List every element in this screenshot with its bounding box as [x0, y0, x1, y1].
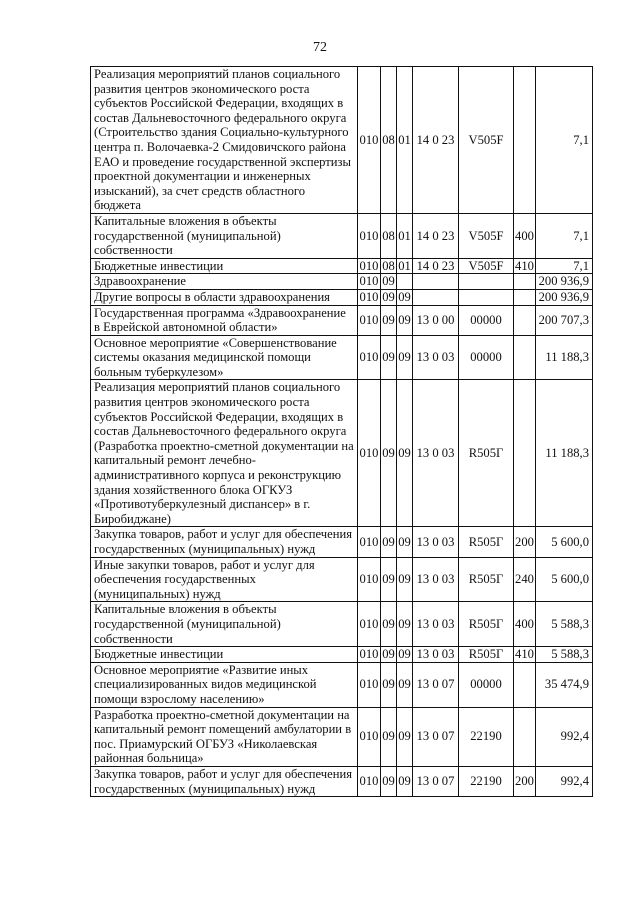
subsection-code: [397, 274, 413, 290]
ministry-code: 010: [358, 213, 381, 258]
subsection-code: 01: [398, 258, 411, 273]
amount: 5 600,0: [536, 527, 593, 557]
budget-table: [90, 66, 593, 797]
subsection-code: 09: [397, 557, 413, 602]
expense-type-code: 410: [515, 647, 534, 662]
section-code: 08: [381, 213, 397, 258]
table-row: [91, 380, 593, 527]
amount: 11 188,3: [536, 380, 593, 527]
row-name: Государственная программа «Здравоохранение в Еврейской автономной области»: [91, 305, 358, 335]
direction-code: 00000: [459, 662, 514, 707]
direction-code: R505Г: [459, 527, 514, 557]
table-row: [91, 557, 593, 602]
row-name: Основное мероприятие «Развитие иных специализированных видов медицинской помощи взрослому населению»: [91, 662, 358, 707]
direction-code: 22190: [459, 707, 514, 766]
section-code: 09: [381, 557, 397, 602]
section-code: 09: [382, 289, 395, 304]
program-code: 13 0 03: [413, 602, 459, 647]
section-code: 09: [381, 305, 397, 335]
section-code: 08: [382, 258, 395, 273]
row-name: Капитальные вложения в объекты государственной (муниципальной) собственности: [91, 213, 358, 258]
amount: 200 936,9: [536, 289, 593, 305]
ministry-code: 010: [358, 557, 381, 602]
direction-code: [459, 274, 514, 290]
program-code: 14 0 23: [413, 258, 459, 274]
ministry-code: 010: [358, 305, 381, 335]
section-code: 09: [381, 766, 397, 796]
subsection-code: 09: [397, 335, 413, 380]
subsection-code: 09: [397, 305, 413, 335]
program-code: 13 0 07: [413, 766, 459, 796]
program-code: 13 0 00: [413, 305, 459, 335]
amount: 7,1: [536, 213, 593, 258]
program-code: 13 0 03: [413, 527, 459, 557]
program-code: 13 0 03: [413, 557, 459, 602]
expense-type-code: 400: [514, 213, 536, 258]
row-name: Закупка товаров, работ и услуг для обеспечения государственных (муниципальных) нужд: [91, 527, 358, 557]
direction-code: 00000: [459, 305, 514, 335]
subsection-code: 09: [397, 527, 413, 557]
expense-type-code: 400: [514, 602, 536, 647]
section-code: 09: [382, 647, 395, 662]
expense-type-code: [514, 380, 536, 527]
table-row: [91, 274, 593, 290]
expense-type-code: [514, 335, 536, 380]
direction-code: V505F: [459, 67, 514, 214]
section-code: 09: [381, 527, 397, 557]
program-code: [413, 274, 459, 290]
section-code: 09: [382, 274, 395, 289]
amount: 200 936,9: [536, 274, 593, 290]
amount: 11 188,3: [536, 335, 593, 380]
amount: 7,1: [536, 258, 593, 274]
ministry-code: 010: [358, 527, 381, 557]
row-name: Бюджетные инвестиции: [91, 647, 358, 663]
subsection-code: 09: [398, 647, 411, 662]
direction-code: 00000: [459, 335, 514, 380]
expense-type-code: 410: [515, 258, 534, 273]
row-name: Здравоохранение: [91, 274, 358, 290]
expense-type-code: [514, 67, 536, 214]
ministry-code: 010: [358, 67, 381, 214]
row-name: Реализация мероприятий планов социального развития центров экономического роста субъектов Российской Федерации, входящих в состав Дальневосточного федерального округа (Строительство здания Социально-культурного центра п. Волочаевка-2 Смидовичского района ЕАО и проведение государственной экспертизы проектной документации и инженерных изысканий), за счет средств областного бюджета: [91, 67, 358, 214]
table-row: [91, 602, 593, 647]
subsection-code: 09: [398, 289, 411, 304]
program-code: 13 0 07: [413, 707, 459, 766]
direction-code: R505Г: [459, 602, 514, 647]
direction-code: V505F: [459, 213, 514, 258]
amount: 992,4: [536, 766, 593, 796]
program-code: 13 0 03: [413, 647, 459, 663]
ministry-code: 010: [358, 602, 381, 647]
direction-code: [459, 289, 514, 305]
page-number: 72: [313, 40, 327, 55]
table-row: [91, 707, 593, 766]
amount: 7,1: [536, 67, 593, 214]
ministry-code: 010: [358, 335, 381, 380]
ministry-code: 010: [358, 258, 381, 274]
program-code: 13 0 03: [413, 335, 459, 380]
table-row: [91, 335, 593, 380]
subsection-code: 09: [397, 662, 413, 707]
direction-code: R505Г: [459, 557, 514, 602]
expense-type-code: [514, 289, 536, 305]
amount: 35 474,9: [536, 662, 593, 707]
ministry-code: 010: [358, 662, 381, 707]
subsection-code: 09: [397, 766, 413, 796]
ministry-code: 010: [358, 380, 381, 527]
table-row: [91, 305, 593, 335]
row-name: Бюджетные инвестиции: [91, 258, 358, 274]
subsection-code: 09: [397, 602, 413, 647]
direction-code: R505Г: [459, 647, 514, 663]
direction-code: 22190: [459, 766, 514, 796]
row-name: Реализация мероприятий планов социального развития центров экономического роста субъектов Российской Федерации, входящих в состав Дальневосточного федерального округа (Разработка проектно-сметной документации на капитальный ремонт лечебно-административного корпуса и реконструкцию здания хозяйственного блока ОГКУЗ «Противотуберкулезный диспансер» в г. Биробиджане): [91, 380, 358, 527]
table-row: [91, 213, 593, 258]
table-row: [91, 647, 593, 663]
row-name: Другие вопросы в области здравоохранения: [91, 289, 358, 305]
row-name: Капитальные вложения в объекты государственной (муниципальной) собственности: [91, 602, 358, 647]
subsection-code: 01: [397, 67, 413, 214]
direction-code: V505F: [459, 258, 514, 274]
expense-type-code: 200: [514, 527, 536, 557]
table-row: [91, 289, 593, 305]
program-code: 13 0 07: [413, 662, 459, 707]
program-code: 14 0 23: [413, 213, 459, 258]
amount: 5 588,3: [536, 647, 593, 663]
section-code: 09: [381, 380, 397, 527]
ministry-code: 010: [358, 707, 381, 766]
ministry-code: 010: [358, 766, 381, 796]
subsection-code: 09: [397, 380, 413, 527]
expense-type-code: 200: [514, 766, 536, 796]
program-code: 13 0 03: [413, 380, 459, 527]
table-row: [91, 662, 593, 707]
expense-type-code: [514, 274, 536, 290]
table-row: [91, 527, 593, 557]
ministry-code: 010: [358, 289, 381, 305]
expense-type-code: [514, 662, 536, 707]
ministry-code: 010: [358, 647, 381, 663]
section-code: 09: [381, 662, 397, 707]
section-code: 09: [381, 602, 397, 647]
amount: 5 600,0: [536, 557, 593, 602]
section-code: 09: [381, 335, 397, 380]
row-name: Закупка товаров, работ и услуг для обеспечения государственных (муниципальных) нужд: [91, 766, 358, 796]
expense-type-code: 240: [514, 557, 536, 602]
amount: 992,4: [536, 707, 593, 766]
subsection-code: 09: [397, 707, 413, 766]
expense-type-code: [514, 707, 536, 766]
program-code: 14 0 23: [413, 67, 459, 214]
expense-type-code: [514, 305, 536, 335]
table-row: [91, 67, 593, 214]
amount: 5 588,3: [536, 602, 593, 647]
subsection-code: 01: [397, 213, 413, 258]
amount: 200 707,3: [536, 305, 593, 335]
ministry-code: 010: [358, 274, 381, 290]
table-row: [91, 258, 593, 274]
row-name: Разработка проектно-сметной документации на капитальный ремонт помещений амбулатории в пос. Приамурский ОГБУЗ «Николаевская районная больница»: [91, 707, 358, 766]
section-code: 09: [381, 707, 397, 766]
direction-code: R505Г: [459, 380, 514, 527]
row-name: Иные закупки товаров, работ и услуг для обеспечения государственных (муниципальных) нужд: [91, 557, 358, 602]
program-code: [413, 289, 459, 305]
row-name: Основное мероприятие «Совершенствование системы оказания медицинской помощи больным туберкулезом»: [91, 335, 358, 380]
section-code: 08: [381, 67, 397, 214]
table-row: [91, 766, 593, 796]
